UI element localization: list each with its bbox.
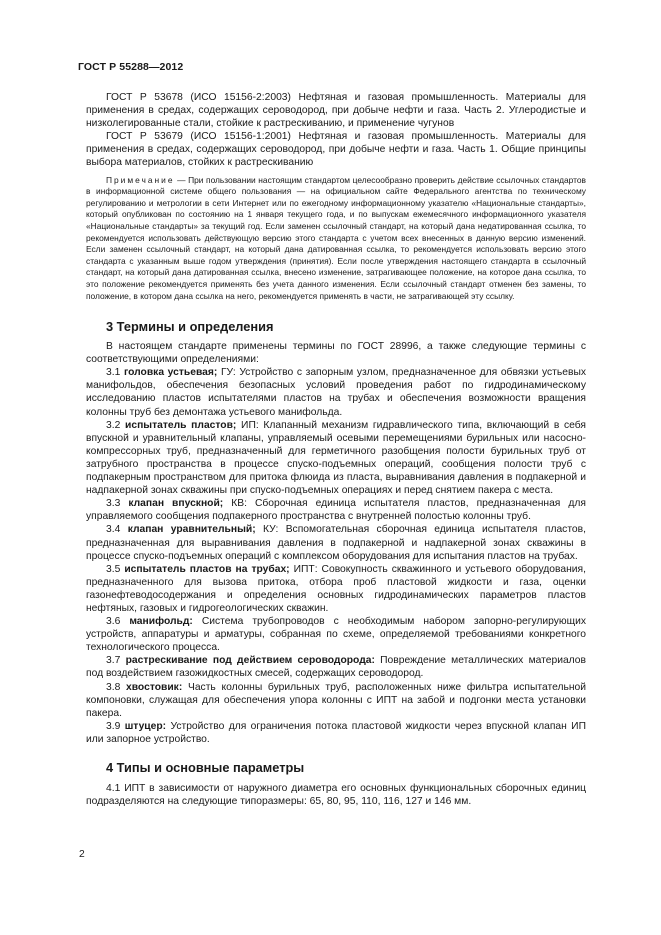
reference-gost-53679: ГОСТ Р 53679 (ИСО 15156-1:2001) Нефтяная и газовая промышленность. Материалы для применения в средах, содержащих сероводород, при добыче нефти и газа. Часть 1. Общие принципы выбора материалов, стойких к растрескиванию xyxy=(86,131,586,169)
term-name: клапан впускной; xyxy=(128,498,224,510)
document-header: ГОСТ Р 55288—2012 xyxy=(78,61,184,73)
term-number: 3.1 xyxy=(106,367,124,379)
term-3-3 xyxy=(86,497,586,523)
term-number: 3.3 xyxy=(106,498,129,510)
note-label: Примечание xyxy=(106,174,175,185)
term-name: испытатель пластов на трубах; xyxy=(124,563,290,575)
term-3-8 xyxy=(86,681,586,720)
term-definition: КУ: Вспомогательная сборочная единица испытателя пластов, предназначенная для выравнивания давления в подпакерной и надпакерной зонах скважины в процессе спуско-подъемных операций с комплексом оборудования для испытания пластов на трубах. xyxy=(86,524,586,562)
note-paragraph xyxy=(86,175,586,303)
term-definition: Система трубопроводов с необходимым набором запорно-регулирующих устройств, аппаратуры и арматуры, собранная по схеме, определяемой требованиями конкретного технологического процесса. xyxy=(86,616,586,654)
term-number: 3.4 xyxy=(106,524,128,536)
term-definition: КВ: Сборочная единица испытателя пластов, предназначенная для управляемого сообщения подпакерного пространства с внутренней полостью колонны труб. xyxy=(86,498,586,523)
term-definition: Часть колонны бурильных труб, расположенных ниже фильтра испытательной компоновки, служащая для обеспечения упора колонны с ИПТ на забой и подгонки места установки пакера. xyxy=(86,681,586,719)
document-body xyxy=(86,91,586,808)
term-number: 3.6 xyxy=(106,616,130,628)
term-number: 3.5 xyxy=(106,563,125,575)
term-definition: ИП: Клапанный механизм гидравлического типа, включающий в себя впускной и уравнительный клапаны, управляемый осевыми перемещениями бурильных или насосно-компрессорных труб, предназначенный для герметичного разобщения полости бурильных труб от затрубного пространства в процессе спуско-подъемных операций, сообщения полости труб с подпакерным пространством для притока флюида из пласта, выравнивания давления в подпакерной и надпакерной зонах скважины при спуско-подъемных операциях и перед снятием пакера с места. xyxy=(86,419,586,497)
term-number: 3.9 xyxy=(106,720,125,732)
term-3-4 xyxy=(86,523,586,562)
term-number: 3.7 xyxy=(106,655,126,667)
term-3-7 xyxy=(86,654,586,680)
section-3-title: 3 Термины и определения xyxy=(106,319,274,335)
section-4-paragraph-1: 4.1 ИПТ в зависимости от наружного диаметра его основных функциональных сборочных единиц подразделяются на следующие типоразмеры: 65, 80, 95, 110, 116, 127 и 146 мм. xyxy=(86,783,586,808)
note-text: — При пользовании настоящим стандартом целесообразно проверить действие ссылочных стандартов в информационной системе общего пользования — на официальном сайте Федерального агентства по техническому регулированию и метрологии в сети Интернет или по ежегодному информационному указателю «Национальные стандарты», который опубликован по состоянию на 1 января текущего года, и по выпускам ежемесячного информационного указателя «Национальные стандарты» за текущий год. Если заменен ссылочный стандарт, на который дана недатированная ссылка, то рекомендуется использовать действующую версию этого стандарта с учетом всех внесенных в данную версию изменений. Если заменен ссылочный стандарт, на который дана датированная ссылка, то рекомендуется использовать версию этого стандарта с указанным выше годом утверждения (принятия). Если после утверждения настоящего стандарта в ссылочный стандарт, на который дана датированная ссылка, внесено изменение, затрагивающее положение, на которое дана ссылка, то это положение рекомендуется применять без учета данного изменения. Если ссылочный стандарт отменен без замены, то положение, в котором дана ссылка на него, рекомендуется применять в части, не затрагивающей эту ссылку. xyxy=(86,174,586,301)
term-name: штуцер: xyxy=(124,720,167,732)
reference-gost-53678: ГОСТ Р 53678 (ИСО 15156-2:2003) Нефтяная и газовая промышленность. Материалы для применения в средах, содержащих сероводород, при добыче нефти и газа. Часть 2. Углеродистые и низколегированные стали, стойкие к растрескиванию, и применение чугунов xyxy=(86,92,586,130)
term-number: 3.2 xyxy=(106,419,126,431)
term-name: головка устьевая; xyxy=(123,367,218,379)
term-definition: ИПТ: Совокупность скважинного и устьевого оборудования, предназначенного для вызова притока, отбора проб пластовой жидкости и газа, оценки газонефтеводосодержания и определения основных гидродинамических параметров пластов нефтяных, газовых и гидрогеологических скважин. xyxy=(86,563,586,614)
term-3-6 xyxy=(86,615,586,654)
term-name: манифольд: xyxy=(129,616,193,628)
term-definition: ГУ: Устройство с запорным узлом, предназначенное для обвязки устьевых манифольдов, обеспечения безопасных условий проведения работ по гидродинамическому исследованию пластов испытателями пластов на трубах и обеспечения возможности вращения колонны труб без демонтажа устьевого манифольда. xyxy=(86,367,586,418)
section-3-intro: В настоящем стандарте применены термины по ГОСТ 28996, а также следующие термины с соответствующими определениями: xyxy=(86,341,586,366)
term-number: 3.8 xyxy=(106,681,127,693)
term-3-1 xyxy=(86,366,586,418)
term-3-5 xyxy=(86,563,586,615)
term-3-2 xyxy=(86,419,586,498)
term-name: клапан уравнительный; xyxy=(127,524,256,536)
term-name: растрескивание под действием сероводорода: xyxy=(125,655,375,667)
term-definition: Повреждение металлических материалов под воздействием газожидкостных смесей, содержащих сероводород. xyxy=(86,655,586,680)
section-4-title: 4 Типы и основные параметры xyxy=(106,760,305,775)
term-3-9 xyxy=(86,720,586,746)
term-name: испытатель пластов; xyxy=(125,419,237,431)
term-name: хвостовик: xyxy=(126,681,183,693)
term-definition: Устройство для ограничения потока пластовой жидкости через впускной клапан ИП или запорное устройство. xyxy=(86,720,586,745)
page-number: 2 xyxy=(79,849,85,860)
